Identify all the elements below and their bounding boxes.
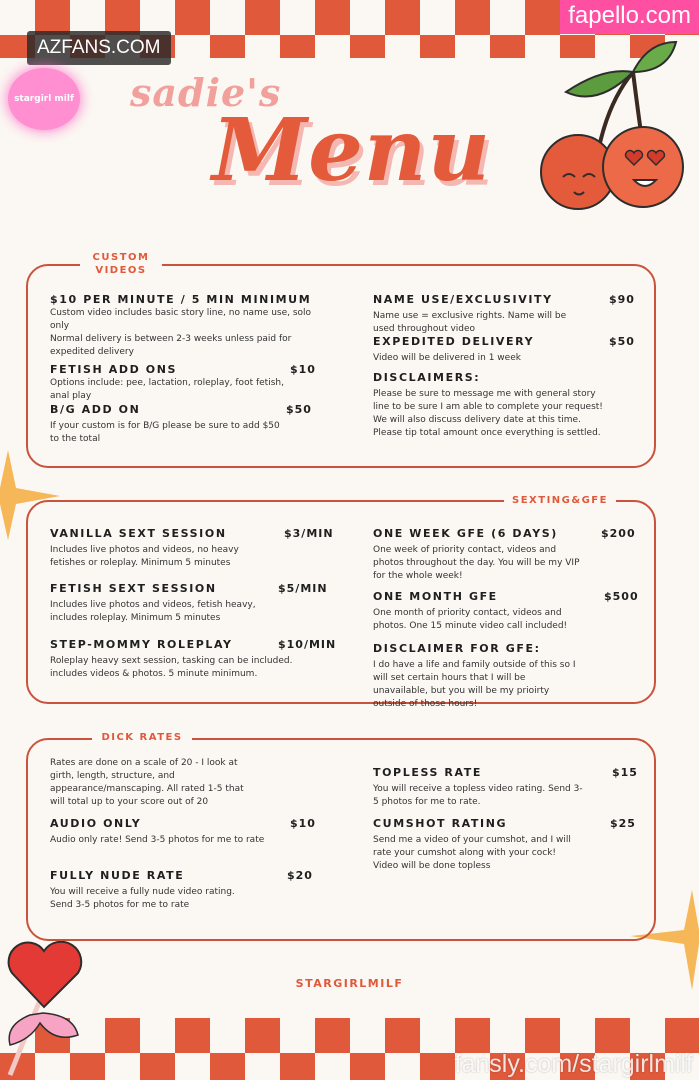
price: $10/MIN [278, 638, 337, 651]
cherries-icon [538, 32, 688, 222]
price: $5/MIN [278, 582, 328, 595]
title-sadies: sadie's [130, 70, 282, 115]
menu-item: B/G ADD ON If your custom is for B/G please be sure to add $50 to the total [50, 403, 280, 444]
rates-label: DICK RATES [92, 731, 192, 744]
price: $10 [290, 817, 316, 830]
menu-item: ONE WEEK GFE (6 DAYS) One week of priority contact, videos and photos throughout the day. You will be my VIP for the whole week! [373, 527, 580, 581]
azfans-watermark: AZFANS.COM [27, 31, 171, 65]
price: $10 [290, 363, 316, 376]
price: $20 [287, 869, 313, 882]
menu-item: DISCLAIMER FOR GFE: I do have a life and family outside of this so I will set certain hours that I will be unavailable, but you will be my prioirty outside of those hours! [373, 642, 576, 709]
price: $3/MIN [284, 527, 334, 540]
menu-item: FETISH SEXT SESSION Includes live photos and videos, fetish heavy, includes roleplay. Minimum 5 minutes [50, 582, 256, 623]
menu-item: FULLY NUDE RATE You will receive a fully nude video rating. Send 3-5 photos for me to rate [50, 869, 235, 910]
menu-item: EXPEDITED DELIVERY Video will be delivered in 1 week [373, 335, 535, 363]
price: $25 [610, 817, 636, 830]
menu-item: CUMSHOT RATING Send me a video of your cumshot, and I will rate your cumshot along with your cock! Video will be done topless [373, 817, 571, 871]
heart-lollipop-icon [0, 935, 95, 1080]
neon-logo-badge: stargirl milf [8, 68, 80, 130]
rates-intro: Rates are done on a scale of 20 - I look at girth, length, structure, and appearance/manscaping. All rated 1-5 that will total up to your score out of 20 [50, 758, 244, 807]
price: $50 [609, 335, 635, 348]
fapello-watermark: fapello.com [560, 0, 699, 34]
price: $50 [286, 403, 312, 416]
menu-item: FETISH ADD ONS Options include: pee, lactation, roleplay, foot fetish, anal play [50, 363, 284, 401]
menu-item: STEP-MOMMY ROLEPLAY Roleplay heavy sext session, tasking can be included. includes videos & photos. 5 minute minimum. [50, 638, 293, 679]
menu-item: $10 PER MINUTE / 5 MIN MINIMUM Custom video includes basic story line, no name use, solo only Normal delivery is between 2-3 weeks unless paid for expedited delivery [50, 293, 312, 357]
price: $500 [604, 590, 639, 603]
menu-item: DISCLAIMERS: Please be sure to message me with general story line to be sure I am able to complete your request! We will also discuss delivery date at this time. Please tip total amount once everything is settled. [373, 371, 603, 438]
menu-item: AUDIO ONLY Audio only rate! Send 3-5 photos for me to rate [50, 817, 265, 845]
menu-item: NAME USE/EXCLUSIVITY Name use = exclusive rights. Name will be used throughout video [373, 293, 567, 334]
fansly-watermark: fansly.com/stargirlmilf [454, 1050, 693, 1078]
footer-username: STARGIRLMILF [295, 977, 404, 990]
price: $90 [609, 293, 635, 306]
title-menu: Menu [212, 100, 491, 201]
menu-item: ONE MONTH GFE One month of priority contact, videos and photos. One 15 minute video call included! [373, 590, 568, 631]
price: $200 [601, 527, 636, 540]
price: $15 [612, 766, 638, 779]
menu-item: VANILLA SEXT SESSION Includes live photos and videos, no heavy fetishes or roleplay. Minimum 5 minutes [50, 527, 239, 568]
sexting-label: SEXTING&GFE [504, 494, 616, 507]
menu-item: TOPLESS RATE You will receive a topless video rating. Send 3-5 photos for me to rate. [373, 766, 583, 807]
custom-videos-label: CUSTOM VIDEOS [80, 251, 162, 277]
